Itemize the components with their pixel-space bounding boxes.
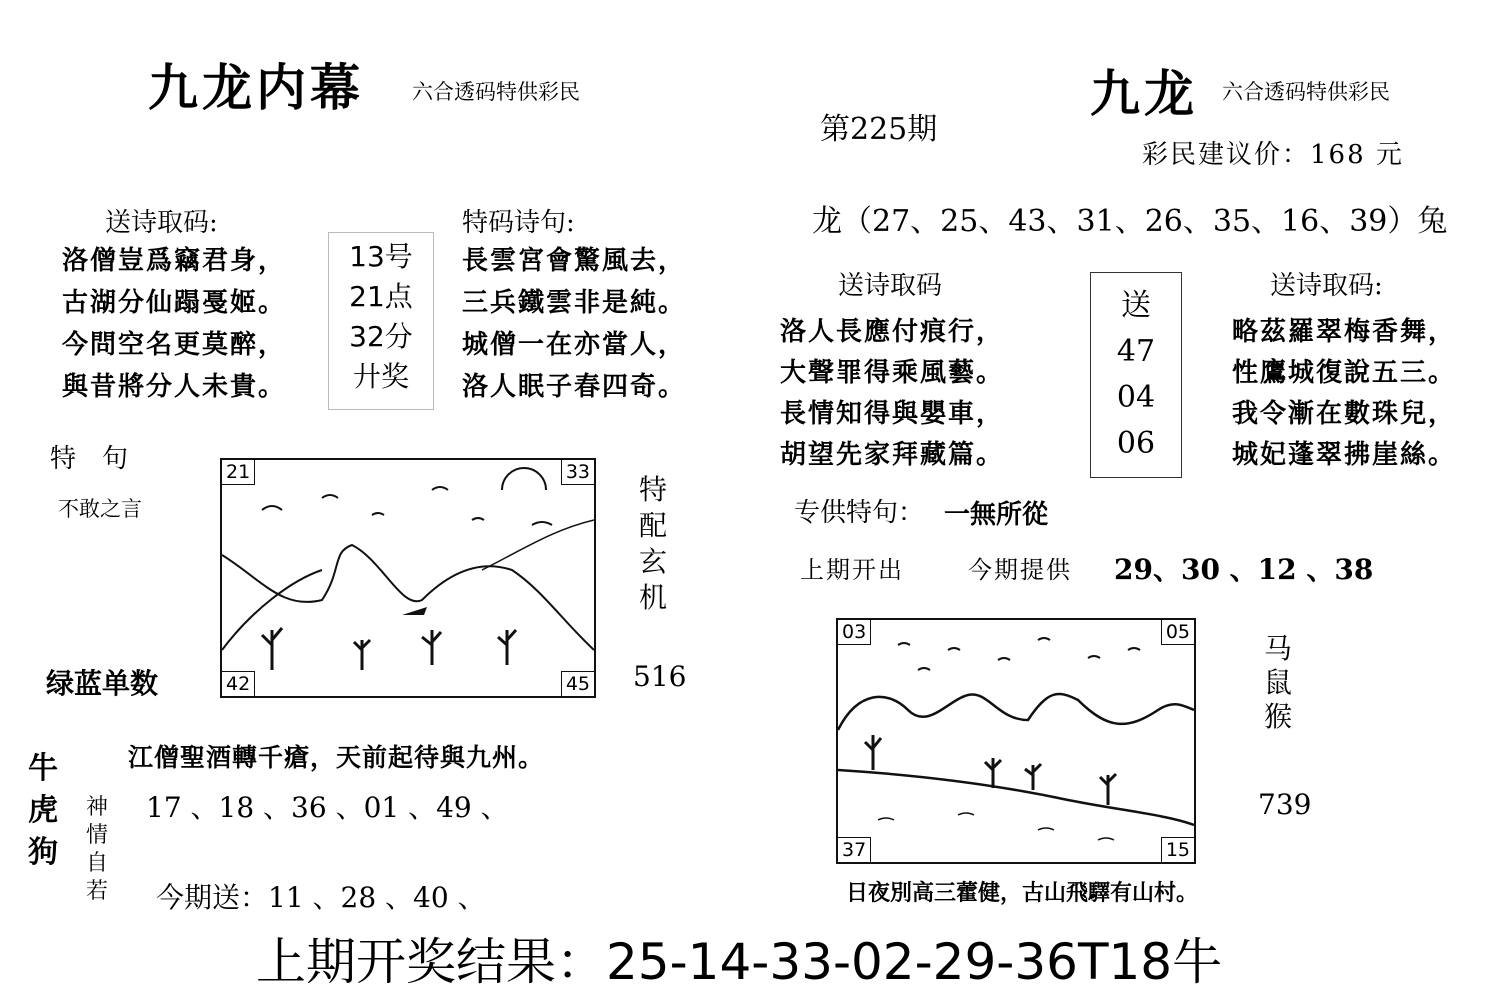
poem-line: 胡望先家拜藏篇。 xyxy=(780,440,1005,470)
left-landscape-sketch xyxy=(220,458,596,698)
poem-line: 三兵鐵雲非是純。 xyxy=(462,288,687,318)
te-ju-text: 不敢之言 xyxy=(58,497,142,521)
corner-number-tr: 33 xyxy=(561,460,594,485)
poem-line: 洛僧豈爲竊君身， xyxy=(62,246,287,276)
right-poem-heading-left: 送诗取码 xyxy=(838,271,943,301)
poem-line: 洛人長應付痕行， xyxy=(780,317,1005,347)
corner-number-br: 15 xyxy=(1161,837,1194,862)
vertical-char: 马 xyxy=(1263,632,1292,665)
vertical-char: 情 xyxy=(86,823,109,848)
corner-number-br: 45 xyxy=(561,671,594,696)
right-number-right: 739 xyxy=(1258,788,1312,821)
left-info-box xyxy=(328,232,434,410)
right-poem-left xyxy=(780,312,1004,476)
special-phrase-text: 一無所從 xyxy=(944,500,1049,530)
right-give-box xyxy=(1090,272,1182,478)
poem-line: 長雲宮會驚風去， xyxy=(462,246,687,276)
poem-line: 性鷹城復說五三。 xyxy=(1232,358,1457,388)
right-landscape-sketch xyxy=(836,618,1196,864)
right-title: 九龙 xyxy=(1090,64,1198,123)
green-blue-label: 绿蓝单数 xyxy=(46,667,159,700)
vertical-char: 若 xyxy=(86,879,109,904)
corner-number-tr: 05 xyxy=(1161,620,1194,645)
last-issue-label: 上期开出 xyxy=(800,556,904,584)
vertical-char: 玄 xyxy=(638,545,667,578)
right-poem-heading-right: 送诗取码: xyxy=(1270,271,1383,301)
info-box-line: 21点 xyxy=(349,280,413,313)
vertical-char: 狗 xyxy=(28,835,58,870)
left-numbers-line: 17 、18 、36 、01 、49 、 xyxy=(146,791,509,824)
special-phrase-label: 专供特句： xyxy=(794,498,925,528)
shen-qing-vertical xyxy=(86,794,110,906)
poem-line: 略茲羅翠梅香舞， xyxy=(1232,317,1457,347)
give-box-line: 送 xyxy=(1121,288,1151,323)
issue-number: 第225期 xyxy=(820,112,938,147)
corner-number-tl: 03 xyxy=(838,620,871,645)
te-ju-label: 特 句 xyxy=(50,444,129,474)
right-animals-vertical xyxy=(1262,632,1294,734)
vertical-char: 神 xyxy=(86,795,109,820)
left-number-right: 516 xyxy=(633,660,687,693)
this-issue-numbers: 29、30 、12 、38 xyxy=(1114,553,1374,586)
info-box-line: 13号 xyxy=(349,240,413,273)
poem-line: 城妃蓬翠拂崖絲。 xyxy=(1232,440,1457,470)
price-label: 彩民建议价：168 元 xyxy=(1142,140,1404,170)
poem-line: 洛人眠子春四奇。 xyxy=(462,372,687,402)
poem-line: 我令漸在數珠兒， xyxy=(1232,399,1457,429)
vertical-char: 虎 xyxy=(28,793,58,828)
give-box-line: 47 xyxy=(1116,334,1156,369)
last-result: 上期开奖结果：25-14-33-02-29-36T18牛 xyxy=(256,933,1223,991)
landscape-drawing xyxy=(838,620,1194,862)
info-box-line: 廾奖 xyxy=(352,360,409,393)
corner-number-tl: 21 xyxy=(222,460,255,485)
vertical-char: 牛 xyxy=(28,751,58,786)
vertical-char: 机 xyxy=(638,581,667,614)
poem-line: 大聲罪得乘風藝。 xyxy=(780,358,1005,388)
left-poem xyxy=(62,240,286,408)
right-subtitle: 六合透码特供彩民 xyxy=(1222,80,1390,104)
vertical-char: 鼠 xyxy=(1263,666,1292,699)
left-special-poem xyxy=(462,240,686,408)
give-box-line: 04 xyxy=(1116,380,1156,415)
poem-line: 城僧一在亦當人， xyxy=(462,330,687,360)
info-box-line: 32分 xyxy=(349,320,413,353)
left-animals-vertical xyxy=(28,748,62,874)
right-poem-right xyxy=(1232,312,1456,476)
poem-line: 與昔將分人未貴。 xyxy=(62,372,287,402)
left-subtitle: 六合透码特供彩民 xyxy=(412,80,580,104)
left-give-line: 今期送：11 、28 、40 、 xyxy=(156,881,486,914)
corner-number-bl: 37 xyxy=(838,837,871,862)
left-bottom-poem: 江僧聖酒轉千瘡，天前起待與九州。 xyxy=(128,743,545,772)
poem-line: 長情知得與嬰車， xyxy=(780,399,1005,429)
poem-line: 今問空名更莫醉， xyxy=(62,330,287,360)
side-vertical-text xyxy=(638,472,668,616)
left-poem-heading: 送诗取码: xyxy=(105,208,218,238)
corner-number-bl: 42 xyxy=(222,671,255,696)
left-special-heading: 特码诗句: xyxy=(462,208,575,238)
landscape-drawing xyxy=(222,460,594,696)
give-box-line: 06 xyxy=(1116,426,1156,461)
vertical-char: 特 xyxy=(638,473,667,506)
vertical-char: 配 xyxy=(638,509,667,542)
dragon-rabbit-line: 龙（27、25、43、31、26、35、16、39）兔 xyxy=(812,204,1448,239)
this-issue-label: 今期提供 xyxy=(968,556,1072,584)
vertical-char: 猴 xyxy=(1263,700,1292,733)
poem-line: 古湖分仙蹋戞姬。 xyxy=(62,288,287,318)
left-title: 九龙内幕 xyxy=(148,58,364,117)
vertical-char: 自 xyxy=(86,851,109,876)
right-caption: 日夜別高三藿健，古山飛驛有山村。 xyxy=(846,880,1199,906)
